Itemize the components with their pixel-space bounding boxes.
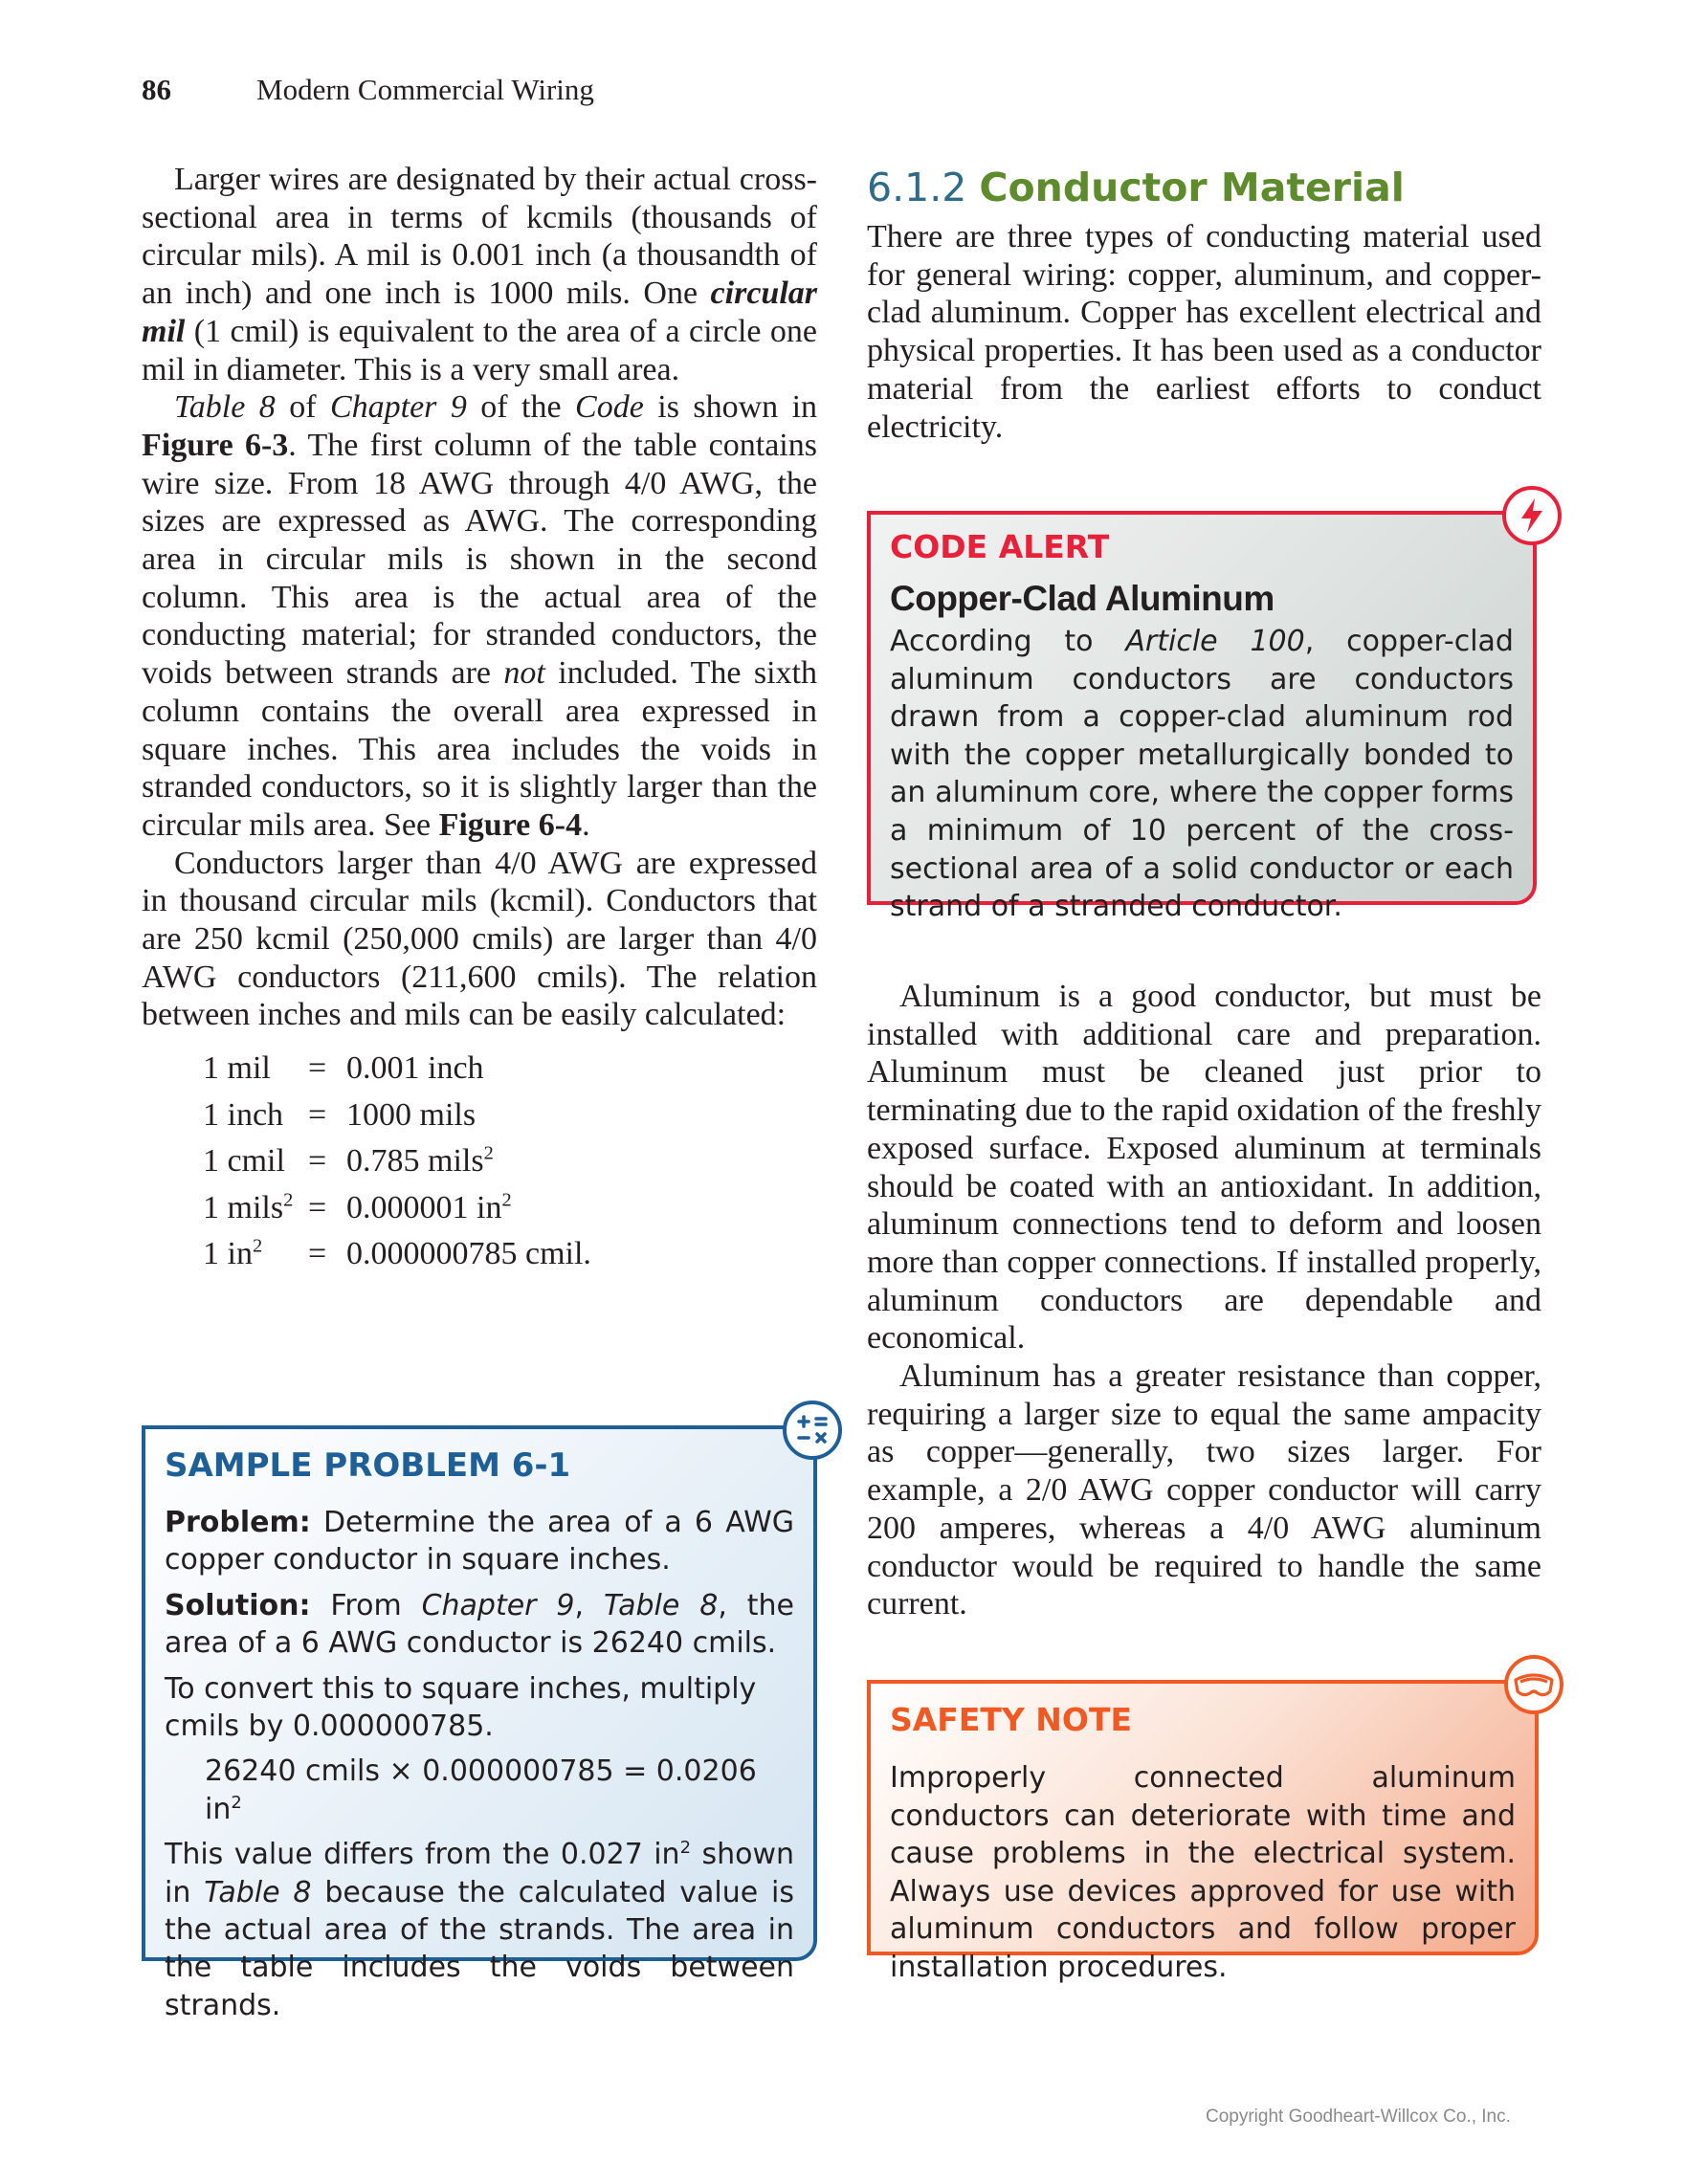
section-title: Conductor Material bbox=[979, 165, 1405, 210]
paragraph-aluminum-resistance: Aluminum has a greater resistance than copper, requiring a larger size to equal the same ampacity as copper—generally, two sizes larger. For example, a 2/0 AWG copper conductor will carry 200 amperes, whereas a 4/0 AWG aluminum conductor would be required to handle the same current. bbox=[867, 1358, 1541, 1622]
left-column bbox=[142, 161, 817, 1278]
text-run: of the bbox=[466, 389, 576, 426]
superscript: 2 bbox=[252, 1236, 263, 1258]
section-number: 6.1.2 bbox=[867, 165, 967, 210]
text-run: According to bbox=[890, 625, 1126, 658]
text-run: , copper-clad aluminum conductors are conductors drawn from a copper-clad aluminum rod with the copper metallurgically bonded to an aluminum core, where the copper forms a minimum of 10 percent of the cross-sectional area of a solid conductor or each strand of a stranded conductor. bbox=[890, 625, 1514, 924]
lightning-bolt-icon bbox=[1502, 486, 1562, 545]
equation-sign: = bbox=[308, 1236, 327, 1272]
equation-rhs: 1000 mils bbox=[346, 1096, 477, 1133]
equation-lhs-text: 1 in bbox=[203, 1236, 253, 1272]
paragraph-table-8 bbox=[142, 388, 817, 844]
figure-reference[interactable]: Figure 6-4 bbox=[438, 806, 583, 843]
solution-statement bbox=[165, 1587, 794, 1663]
text-run: , the area of a 6 AWG conductor is 26240 cmils. bbox=[165, 1588, 794, 1661]
safety-note-text: Improperly connected aluminum conductors can deteriorate with time and cause problems in the electrical system. Always use devices approved for use with aluminum conductors and follow proper installation procedures. bbox=[890, 1761, 1516, 1984]
ref-article: Article 100 bbox=[1125, 625, 1305, 658]
ref-table: Table 8 bbox=[174, 389, 276, 426]
problem-statement bbox=[165, 1504, 794, 1579]
calculation-text: 26240 cmils × 0.000000785 = 0.0206 in bbox=[205, 1754, 757, 1826]
code-alert-subtitle: Copper-Clad Aluminum bbox=[890, 579, 1275, 618]
text-run: This value differs from the 0.027 in bbox=[165, 1838, 680, 1872]
ref-code: Code bbox=[575, 389, 644, 426]
safety-goggles-icon bbox=[1504, 1655, 1563, 1714]
text-run: From bbox=[310, 1588, 422, 1622]
superscript: 2 bbox=[679, 1838, 692, 1859]
equation-lhs-text: 1 mils bbox=[203, 1189, 284, 1225]
superscript: 2 bbox=[501, 1189, 512, 1211]
equation-row bbox=[203, 1046, 591, 1092]
equation-lhs bbox=[203, 1231, 308, 1278]
text-run: is shown in bbox=[643, 389, 818, 426]
equation-row bbox=[203, 1092, 591, 1139]
problem-label: Problem: bbox=[165, 1506, 311, 1539]
equation-lhs: 1 mil bbox=[203, 1050, 271, 1087]
section-heading bbox=[867, 165, 1541, 210]
equation-row bbox=[203, 1231, 591, 1278]
equation-row bbox=[203, 1138, 591, 1185]
page-header bbox=[142, 73, 594, 107]
code-alert-label: CODE ALERT bbox=[890, 528, 1110, 565]
ref-table: Table 8 bbox=[204, 1875, 312, 1909]
text-run: (1 cmil) is equivalent to the area of a circle one mil in diameter. This is a very small area. bbox=[142, 313, 817, 387]
difference-explanation bbox=[165, 1836, 794, 2024]
text-run: . bbox=[582, 806, 590, 843]
text-run: included. The sixth column contains the overall area expressed in square inches. This area includes the voids in stranded conductors, so it is slightly larger than the circular mils area. See bbox=[142, 655, 817, 843]
equation-sign: = bbox=[308, 1143, 327, 1180]
ref-chapter: Chapter 9 bbox=[421, 1588, 575, 1622]
right-column-lower bbox=[867, 978, 1541, 1623]
equation-rhs-text: 0.000001 in bbox=[346, 1189, 502, 1225]
text-run: Larger wires are designated by their actual cross-sectional area in terms of kcmils (thousands of circular mils). A mil is 0.001 inch (a thousandth of an inch) and one inch is 1000 mils. One bbox=[142, 162, 817, 312]
copyright-notice: Copyright Goodheart-Willcox Co., Inc. bbox=[1206, 2107, 1511, 2127]
code-alert-box bbox=[867, 511, 1537, 924]
text-run: . The first column of the table contains wire size. From 18 AWG through 4/0 AWG, the sizes are expressed as AWG. The corresponding area in circular mils is shown in the second column. This area is the actual area of the conducting material; for stranded conductors, the voids between strands are bbox=[142, 427, 817, 692]
calculation-line bbox=[165, 1753, 794, 1828]
running-title: Modern Commercial Wiring bbox=[256, 73, 594, 106]
figure-reference[interactable]: Figure 6-3 bbox=[142, 427, 289, 463]
equation-rhs: 0.000000785 cmil. bbox=[346, 1236, 591, 1272]
superscript: 2 bbox=[283, 1189, 294, 1211]
equation-lhs bbox=[203, 1185, 308, 1232]
safety-goggles-icon-graphic bbox=[1512, 1668, 1556, 1701]
ref-table: Table 8 bbox=[603, 1588, 719, 1622]
equation-sign: = bbox=[308, 1096, 327, 1133]
unit-conversion-list bbox=[203, 1046, 591, 1278]
emphasis-not: not bbox=[503, 655, 545, 692]
paragraph-aluminum-care: Aluminum is a good conductor, but must be installed with additional care and preparation. Aluminum must be cleaned just prior to terminating due to the rapid oxidation of the freshly exposed surface. Exposed aluminum at terminals should be coated with an antioxidant. In addition, aluminum connections tend to deform and loosen more than copper connections. If installed properly, aluminum conductors are dependable and economical. bbox=[867, 979, 1541, 1357]
calculator-operators-icon bbox=[783, 1401, 842, 1460]
ref-chapter: Chapter 9 bbox=[329, 389, 467, 426]
sample-problem-label: SAMPLE PROBLEM 6-1 bbox=[165, 1446, 571, 1485]
equation-rhs bbox=[346, 1185, 591, 1232]
lightning-bolt-icon-graphic bbox=[1516, 496, 1548, 535]
equation-lhs: 1 inch bbox=[203, 1096, 284, 1133]
sample-problem-box bbox=[142, 1425, 817, 2022]
right-column bbox=[867, 161, 1541, 446]
text-run: Determine the area of a 6 AWG copper conductor in square inches. bbox=[165, 1506, 794, 1577]
text-run: shown in bbox=[165, 1838, 794, 1909]
sample-problem-body bbox=[165, 1504, 794, 2024]
superscript: 2 bbox=[483, 1143, 494, 1165]
text-run: , bbox=[574, 1588, 604, 1622]
text-run: of bbox=[275, 389, 330, 426]
page-number: 86 bbox=[142, 73, 171, 106]
code-alert-text bbox=[890, 623, 1514, 926]
paragraph-circular-mils bbox=[142, 161, 817, 388]
term-circular-mil: circular mil bbox=[142, 276, 817, 349]
paragraph-conductor-intro: There are three types of conducting material used for general wiring: copper, aluminum, and copper-clad aluminum. Copper has excellent electrical and physical properties. It has been used as a conductor material from the earliest efforts to conduct electricity. bbox=[867, 219, 1541, 445]
calculator-operators-icon-graphic bbox=[793, 1411, 831, 1449]
equation-lhs: 1 cmil bbox=[203, 1143, 285, 1180]
equation-row bbox=[203, 1185, 591, 1232]
equation-rhs: 0.001 inch bbox=[346, 1050, 484, 1087]
text-run: because the calculated value is the actual area of the strands. The area in the table includes the voids between strands. bbox=[165, 1875, 794, 2022]
superscript: 2 bbox=[231, 1792, 242, 1813]
safety-note-label: SAFETY NOTE bbox=[890, 1701, 1133, 1738]
equation-sign: = bbox=[308, 1189, 327, 1225]
paragraph-kcmil: Conductors larger than 4/0 AWG are expressed in thousand circular mils (kcmil). Conductors that are 250 kcmil (250,000 cmils) are larger than 4/0 AWG conductors (211,600 cmils). The relation between inches and mils can be easily calculated: bbox=[142, 845, 817, 1033]
equation-rhs-text: 0.785 mils bbox=[346, 1143, 484, 1180]
solution-label: Solution: bbox=[165, 1588, 311, 1622]
conversion-instruction: To convert this to square inches, multiply cmils by 0.000000785. bbox=[165, 1671, 757, 1744]
safety-note-box bbox=[867, 1680, 1539, 1984]
equation-rhs bbox=[346, 1138, 591, 1185]
equation-sign: = bbox=[308, 1050, 327, 1087]
